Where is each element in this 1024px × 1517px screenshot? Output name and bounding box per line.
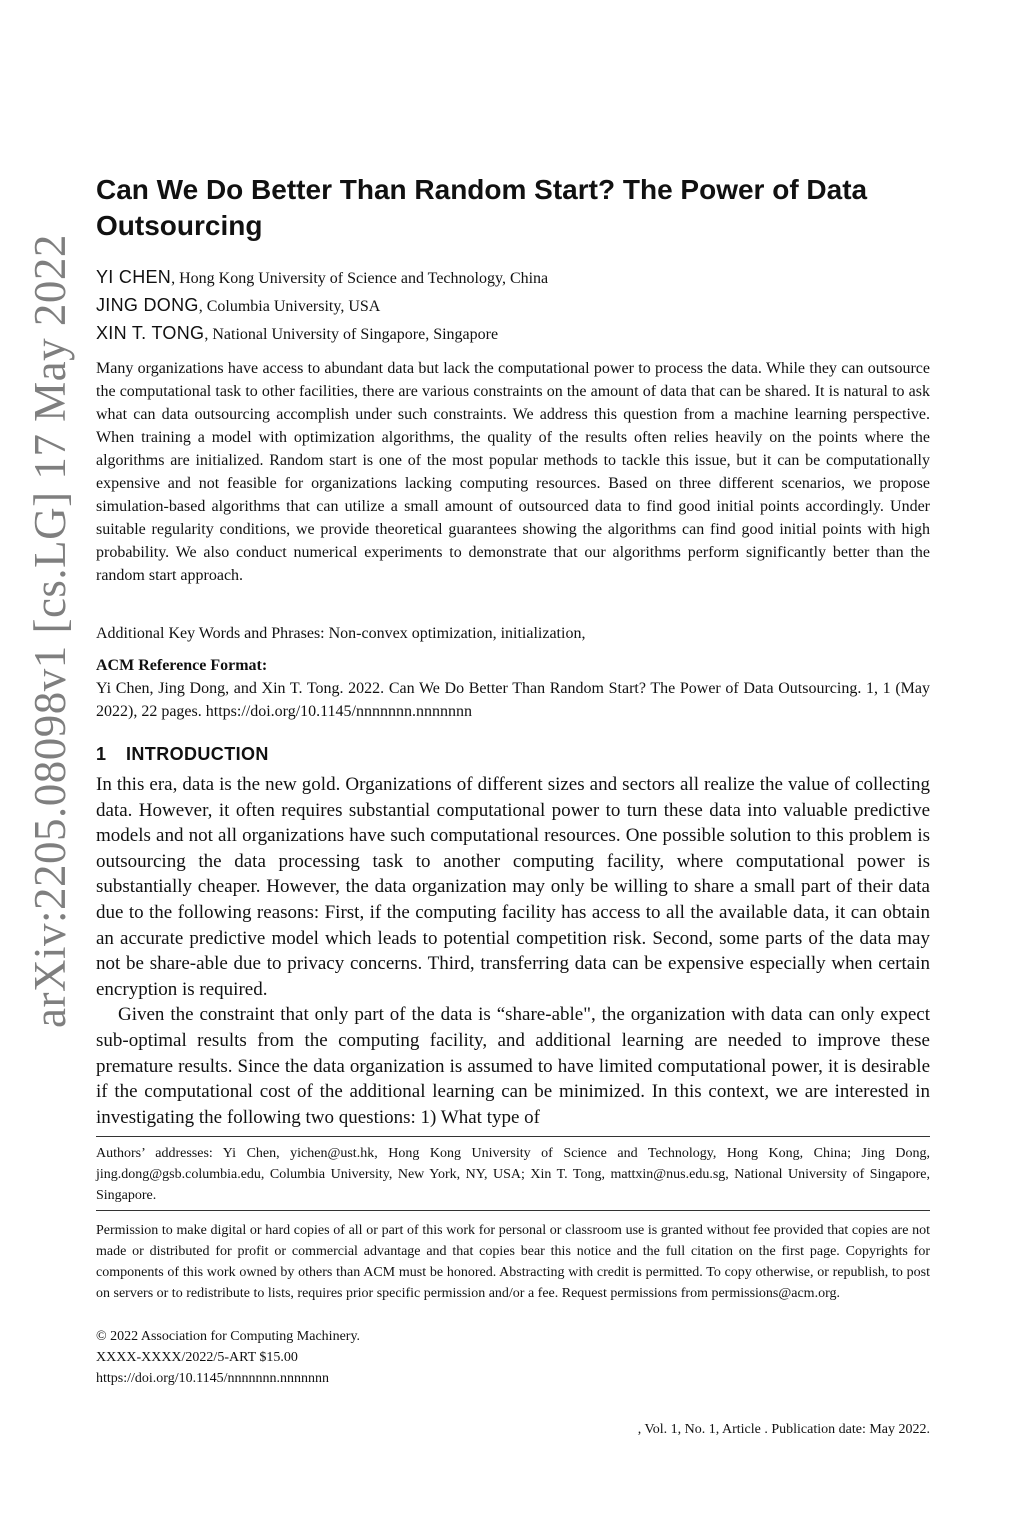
author-entry <box>96 264 930 292</box>
author-name: YI CHEN <box>96 267 172 287</box>
paragraph: Given the constraint that only part of the data is “share-able", the organization with data can only expect sub-optimal results from the computing facility, and additional learning are needed to improve these premature results. Since the data organization is assumed to have limited computational power, it is desirable if the computational cost of the additional learning can be minimized. In this context, we are interested in investigating the following two questions: 1) What type of <box>96 1004 930 1128</box>
paper-title: Can We Do Better Than Random Start? The Power of Data Outsourcing <box>96 174 868 241</box>
author-name: XIN T. TONG <box>96 323 205 343</box>
doi-line: https://doi.org/10.1145/nnnnnnn.nnnnnnn <box>96 1371 329 1386</box>
author-affiliation: , National University of Singapore, Singapore <box>204 326 499 343</box>
acm-reference-format <box>96 654 930 723</box>
copyright-line: © 2022 Association for Computing Machinery. <box>96 1329 361 1344</box>
author-list <box>96 264 930 348</box>
author-entry <box>96 292 930 320</box>
section-heading-introduction <box>96 741 930 767</box>
keywords: Additional Key Words and Phrases: Non-convex optimization, initialization, <box>96 625 586 642</box>
permission-notice: Permission to make digital or hard copies of all or part of this work for personal or classroom use is granted without fee provided that copies are not made or distributed for profit or commercial advantage and that copies bear this notice and the full citation on the first page. Copyrights for components of this work owned by others than ACM must be honored. Abstracting with credit is permitted. To copy otherwise, or republish, to post on servers or to redistribute to lists, requires prior specific permission and/or a fee. Request permissions from permissions@acm.org. <box>96 1223 930 1301</box>
section-title: INTRODUCTION <box>126 744 269 764</box>
issn-line: XXXX-XXXX/2022/5-ART $15.00 <box>96 1350 298 1365</box>
section-number: 1 <box>96 744 107 764</box>
acm-reference-text: Yi Chen, Jing Dong, and Xin T. Tong. 2022. Can We Do Better Than Random Start? The Power of Data Outsourcing. 1, 1 (May 2022), 22 pages. https://doi.org/10.1145/nnnnnnn.nnnnnnn <box>96 680 930 720</box>
author-entry <box>96 320 930 348</box>
authors-addresses-footnote: Authors’ addresses: Yi Chen, yichen@ust.hk, Hong Kong University of Science and Technology, Hong Kong, China; Jing Dong, jing.dong@gsb.columbia.edu, Columbia University, New York, NY, USA; Xin T. Tong, mattxin@nus.edu.sg, National University of Singapore, Singapore. <box>96 1146 930 1203</box>
author-affiliation: , Hong Kong University of Science and Technology, China <box>171 270 549 287</box>
footnote-divider <box>96 1136 930 1137</box>
acm-reference-heading: ACM Reference Format: <box>96 657 268 674</box>
author-affiliation: , Columbia University, USA <box>198 298 381 315</box>
publication-info <box>96 1326 930 1389</box>
page-footer: , Vol. 1, No. 1, Article . Publication date: May 2022. <box>637 1422 930 1437</box>
abstract: Many organizations have access to abundant data but lack the computational power to process the data. While they can outsource the computational task to other facilities, there are various constraints on the amount of data that can be shared. It is natural to ask what can data outsourcing accomplish under such constraints. We address this question from a machine learning perspective. When training a model with optimization algorithms, the quality of the results often relies heavily on the points where the algorithms are initialized. Random start is one of the most popular methods to tackle this issue, but it can be computationally expensive and not feasible for organizations lacking computing resources. Based on three different scenarios, we propose simulation-based algorithms that can utilize a small amount of outsourced data to find good initial points accordingly. Under suitable regularity conditions, we provide theoretical guarantees showing the algorithms can find good initial points with high probability. We also conduct numerical experiments to demonstrate that our algorithms perform significantly better than the random start approach. <box>96 360 930 584</box>
arxiv-identifier-stamp: arXiv:2205.08098v1 [cs.LG] 17 May 2022 <box>25 234 75 1028</box>
introduction-body <box>96 772 930 1130</box>
author-name: JING DONG <box>96 295 199 315</box>
paragraph: In this era, data is the new gold. Organizations of different sizes and sectors all realize the value of collecting data. However, it often requires substantial computational power to turn these data into valuable predictive models and not all organizations have such computational resources. One possible solution to this problem is outsourcing the data processing task to another computing facility, where computational power is substantially cheaper. However, the data organization may only be willing to share a small part of their data due to the following reasons: First, if the computing facility has access to all the available data, it can obtain an accurate predictive model which leads to potential competition risk. Second, some parts of the data may not be share-able due to privacy concerns. Third, transferring data can be expensive especially when certain encryption is required. <box>96 774 930 1000</box>
permission-divider <box>96 1210 930 1211</box>
